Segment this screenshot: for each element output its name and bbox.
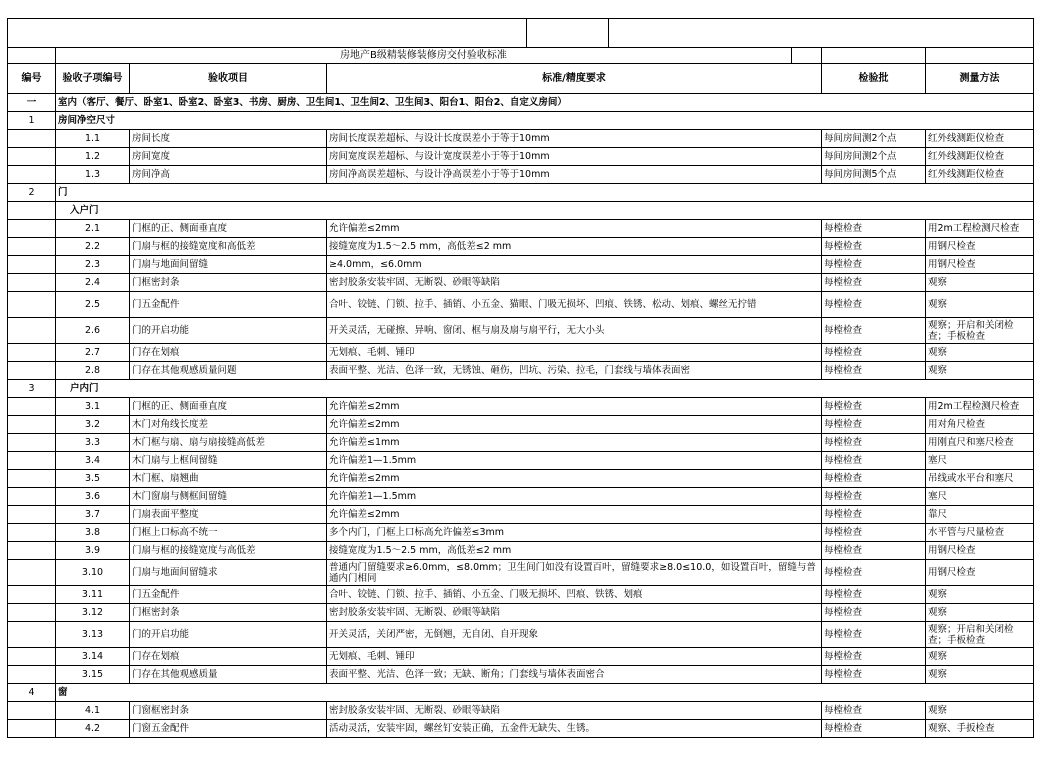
check-item: 门的开启功能 [130, 622, 327, 648]
group-row [8, 184, 1034, 202]
check-item: 门的开启功能 [130, 318, 327, 344]
measure-method: 观察 [926, 344, 1034, 362]
measure-method: 用钢尺检查 [926, 542, 1034, 560]
measure-method: 观察、手扳检查 [926, 720, 1034, 738]
header-batch: 检验批 [822, 64, 926, 94]
standard-text: 合叶、铰链、门锁、拉手、插销、小五金、门吸无损坏、凹痕、铁锈、划痕 [327, 586, 822, 604]
sub-item-no: 3.13 [56, 622, 130, 648]
sub-item-no: 2.7 [56, 344, 130, 362]
table-row [8, 648, 1034, 666]
standard-text: 允许偏差≤2mm [327, 506, 822, 524]
inspection-batch: 每樘检查 [822, 220, 926, 238]
header-row [8, 64, 1034, 94]
group-label: 门 [56, 184, 1034, 202]
standard-text: 允许偏差≤2mm [327, 416, 822, 434]
measure-method: 吊线或水平台和塞尺 [926, 470, 1034, 488]
subgroup-row [8, 202, 1034, 220]
standard-text: 开关灵活，关闭严密，无倒翘，无自闭、自开现象 [327, 622, 822, 648]
check-item: 门窗框密封条 [130, 702, 327, 720]
measure-method: 观察 [926, 586, 1034, 604]
blank-cell [822, 48, 926, 64]
standard-text: 允许偏差≤2mm [327, 398, 822, 416]
sub-item-no: 2.4 [56, 274, 130, 292]
standard-text: 允许偏差≤2mm [327, 220, 822, 238]
inspection-batch: 每樘检查 [822, 560, 926, 586]
blank-cell [926, 48, 1034, 64]
table-row [8, 604, 1034, 622]
inspection-batch: 每樘检查 [822, 416, 926, 434]
blank-cell [8, 560, 56, 586]
check-item: 门存在划痕 [130, 648, 327, 666]
standard-text: 合叶、铰链、门锁、拉手、插销、小五金、猫眼、门吸无损坏、凹痕、铁锈、松动、划痕、螺丝无拧错 [327, 292, 822, 318]
check-item: 门框密封条 [130, 604, 327, 622]
measure-method: 观察 [926, 604, 1034, 622]
standard-text: 表面平整、光洁、色泽一致，无锈蚀、砸伤，凹坑、污染、拉毛，门套线与墙体表面密 [327, 362, 822, 380]
measure-method: 塞尺 [926, 488, 1034, 506]
standard-text: 房间长度误差超标、与设计长度误差小于等于10mm [327, 130, 822, 148]
measure-method: 观察 [926, 702, 1034, 720]
table-row [8, 398, 1034, 416]
table-row [8, 238, 1034, 256]
sub-item-no: 3.2 [56, 416, 130, 434]
blank-cell [8, 702, 56, 720]
blank-cell [8, 586, 56, 604]
sub-item-no: 3.15 [56, 666, 130, 684]
sub-item-no: 4.1 [56, 702, 130, 720]
measure-method: 红外线测距仪检查 [926, 130, 1034, 148]
blank-cell [609, 19, 1034, 48]
measure-method: 红外线测距仪检查 [926, 166, 1034, 184]
inspection-batch: 每樘检查 [822, 274, 926, 292]
measure-method: 靠尺 [926, 506, 1034, 524]
sub-item-no: 3.5 [56, 470, 130, 488]
sub-item-no: 3.4 [56, 452, 130, 470]
header-item: 验收项目 [130, 64, 327, 94]
table-row [8, 488, 1034, 506]
inspection-batch: 每樘检查 [822, 238, 926, 256]
sub-item-no: 3.1 [56, 398, 130, 416]
table-row [8, 720, 1034, 738]
measure-method: 水平管与尺量检查 [926, 524, 1034, 542]
measure-method: 用刚直尺和塞尺检查 [926, 434, 1034, 452]
inspection-batch: 每樘检查 [822, 622, 926, 648]
measure-method: 用钢尺检查 [926, 560, 1034, 586]
check-item: 木门框与扇、扇与扇接缝高低差 [130, 434, 327, 452]
table-row [8, 274, 1034, 292]
check-item: 门存在其他观感质量 [130, 666, 327, 684]
table-row [8, 524, 1034, 542]
standard-text: 无划痕、毛刺、锤印 [327, 648, 822, 666]
inspection-batch: 每樘检查 [822, 362, 926, 380]
measure-method: 用2m工程检测尺检查 [926, 398, 1034, 416]
check-item: 门框上口标高不统一 [130, 524, 327, 542]
inspection-batch: 每樘检查 [822, 318, 926, 344]
table-row [8, 702, 1034, 720]
blank-cell [8, 130, 56, 148]
check-item: 门框的正、侧面垂直度 [130, 398, 327, 416]
table-row [8, 434, 1034, 452]
blank-cell [8, 666, 56, 684]
table-row [8, 586, 1034, 604]
acceptance-sheet [7, 18, 1033, 738]
blank-cell [8, 648, 56, 666]
blank-cell [8, 720, 56, 738]
group-no: 3 [8, 380, 56, 398]
inspection-batch: 每樘检查 [822, 470, 926, 488]
group-no: 1 [8, 112, 56, 130]
inspection-batch: 每樘检查 [822, 398, 926, 416]
standard-text: 接缝宽度为1.5～2.5 mm，高低差≤2 mm [327, 542, 822, 560]
sub-item-no: 3.7 [56, 506, 130, 524]
group-row [8, 380, 1034, 398]
blank-cell [8, 274, 56, 292]
inspection-batch: 每樘检查 [822, 586, 926, 604]
measure-method: 用钢尺检查 [926, 238, 1034, 256]
table-row [8, 506, 1034, 524]
check-item: 房间净高 [130, 166, 327, 184]
table-row [8, 318, 1034, 344]
table-row [8, 256, 1034, 274]
standard-text: 密封胶条安装牢固、无断裂、砂眼等缺陷 [327, 702, 822, 720]
standard-text: 开关灵活，无碰擦、异响、窗闭、框与扇及扇与扇平行，无大小头 [327, 318, 822, 344]
check-item: 房间宽度 [130, 148, 327, 166]
measure-method: 红外线测距仪检查 [926, 148, 1034, 166]
standard-text: 接缝宽度为1.5～2.5 mm，高低差≤2 mm [327, 238, 822, 256]
blank-cell [8, 344, 56, 362]
check-item: 门存在其他观感质量问题 [130, 362, 327, 380]
blank-cell [8, 416, 56, 434]
check-item: 木门框、扇翘曲 [130, 470, 327, 488]
title-row [8, 48, 1034, 64]
acceptance-table [7, 18, 1034, 738]
header-standard: 标准/精度要求 [327, 64, 822, 94]
check-item: 木门窗扇与侧框间留缝 [130, 488, 327, 506]
sub-item-no: 2.8 [56, 362, 130, 380]
sub-item-no: 3.6 [56, 488, 130, 506]
measure-method: 观察 [926, 274, 1034, 292]
check-item: 门五金配件 [130, 586, 327, 604]
section-label: 室内（客厅、餐厅、卧室1、卧室2、卧室3、书房、厨房、卫生间1、卫生间2、卫生间3、阳台1、阳台2、自定义房间） [56, 94, 1034, 112]
inspection-batch: 每间房间测2个点 [822, 130, 926, 148]
blank-cell [8, 256, 56, 274]
measure-method: 观察；开启和关闭检查；手板检查 [926, 622, 1034, 648]
document-title: 房地产B级精装修装修房交付验收标准 [56, 48, 792, 64]
group-label: 窗 [56, 684, 1034, 702]
group-label: 户内门 [56, 380, 1034, 398]
blank-cell [8, 220, 56, 238]
table-row [8, 622, 1034, 648]
standard-text: 房间宽度误差超标、与设计宽度误差小于等于10mm [327, 148, 822, 166]
blank-cell [792, 48, 822, 64]
sub-item-no: 2.5 [56, 292, 130, 318]
inspection-batch: 每樘检查 [822, 292, 926, 318]
measure-method: 观察 [926, 362, 1034, 380]
sub-item-no: 2.2 [56, 238, 130, 256]
sub-item-no: 3.10 [56, 560, 130, 586]
inspection-batch: 每樘检查 [822, 542, 926, 560]
check-item: 房间长度 [130, 130, 327, 148]
section-no: 一 [8, 94, 56, 112]
blank-cell [8, 622, 56, 648]
sub-item-no: 1.1 [56, 130, 130, 148]
blank-cell [8, 524, 56, 542]
table-row [8, 666, 1034, 684]
check-item: 门扇与地面间留缝求 [130, 560, 327, 586]
check-item: 门扇表面平整度 [130, 506, 327, 524]
subgroup-label: 入户门 [56, 202, 1034, 220]
blank-cell [8, 434, 56, 452]
blank-cell [8, 318, 56, 344]
inspection-batch: 每樘检查 [822, 648, 926, 666]
blank-cell [8, 148, 56, 166]
blank-cell [8, 398, 56, 416]
standard-text: ≥4.0mm，≤6.0mm [327, 256, 822, 274]
top-blank-row [8, 19, 1034, 48]
standard-text: 活动灵活，安装牢固，螺丝钉安装正确，五金件无缺失、生锈。 [327, 720, 822, 738]
table-row [8, 542, 1034, 560]
sub-item-no: 3.9 [56, 542, 130, 560]
blank-cell [527, 19, 609, 48]
standard-text: 允许偏差≤1mm [327, 434, 822, 452]
check-item: 木门扇与上框间留缝 [130, 452, 327, 470]
inspection-batch: 每间房间测2个点 [822, 148, 926, 166]
table-row [8, 344, 1034, 362]
group-no: 2 [8, 184, 56, 202]
sub-item-no: 2.6 [56, 318, 130, 344]
sub-item-no: 3.3 [56, 434, 130, 452]
check-item: 门框密封条 [130, 274, 327, 292]
blank-cell [8, 166, 56, 184]
measure-method: 观察；开启和关闭检查；手板检查 [926, 318, 1034, 344]
group-label: 房间净空尺寸 [56, 112, 1034, 130]
table-row [8, 362, 1034, 380]
check-item: 门框的正、侧面垂直度 [130, 220, 327, 238]
table-row [8, 470, 1034, 488]
blank-cell [8, 470, 56, 488]
table-row [8, 148, 1034, 166]
blank-cell [8, 202, 56, 220]
inspection-batch: 每樘检查 [822, 256, 926, 274]
check-item: 木门对角线长度差 [130, 416, 327, 434]
table-row [8, 220, 1034, 238]
inspection-batch: 每樘检查 [822, 344, 926, 362]
blank-cell [8, 506, 56, 524]
check-item: 门五金配件 [130, 292, 327, 318]
header-no: 编号 [8, 64, 56, 94]
check-item: 门扇与地面间留缝 [130, 256, 327, 274]
sub-item-no: 1.3 [56, 166, 130, 184]
table-row [8, 416, 1034, 434]
inspection-batch: 每樘检查 [822, 452, 926, 470]
blank-cell [8, 292, 56, 318]
table-row [8, 292, 1034, 318]
inspection-batch: 每樘检查 [822, 524, 926, 542]
sub-item-no: 3.11 [56, 586, 130, 604]
sub-item-no: 2.3 [56, 256, 130, 274]
check-item: 门扇与框的接缝宽度与高低差 [130, 542, 327, 560]
sub-item-no: 3.8 [56, 524, 130, 542]
check-item: 门扇与框的接缝宽度和高低差 [130, 238, 327, 256]
inspection-batch: 每樘检查 [822, 604, 926, 622]
group-row [8, 112, 1034, 130]
inspection-batch: 每樘检查 [822, 666, 926, 684]
group-no: 4 [8, 684, 56, 702]
sub-item-no: 1.2 [56, 148, 130, 166]
header-method: 测量方法 [926, 64, 1034, 94]
blank-cell [8, 362, 56, 380]
blank-cell [8, 452, 56, 470]
header-sub-no: 验收子项编号 [56, 64, 130, 94]
blank-cell [8, 488, 56, 506]
inspection-batch: 每樘检查 [822, 488, 926, 506]
measure-method: 观察 [926, 648, 1034, 666]
blank-cell [8, 19, 527, 48]
check-item: 门窗五金配件 [130, 720, 327, 738]
table-row [8, 166, 1034, 184]
inspection-batch: 每间房间测5个点 [822, 166, 926, 184]
sub-item-no: 2.1 [56, 220, 130, 238]
blank-cell [8, 238, 56, 256]
inspection-batch: 每樘检查 [822, 720, 926, 738]
standard-text: 房间净高误差超标、与设计净高误差小于等于10mm [327, 166, 822, 184]
blank-cell [8, 48, 56, 64]
blank-cell [8, 542, 56, 560]
measure-method: 用对角尺检查 [926, 416, 1034, 434]
inspection-batch: 每樘检查 [822, 434, 926, 452]
blank-cell [8, 604, 56, 622]
table-row [8, 452, 1034, 470]
measure-method: 观察 [926, 292, 1034, 318]
measure-method: 用钢尺检查 [926, 256, 1034, 274]
check-item: 门存在划痕 [130, 344, 327, 362]
standard-text: 表面平整、光洁、色泽一致；无缺、断角；门套线与墙体表面密合 [327, 666, 822, 684]
standard-text: 密封胶条安装牢固、无断裂、砂眼等缺陷 [327, 274, 822, 292]
inspection-batch: 每樘检查 [822, 506, 926, 524]
standard-text: 允许偏差1—1.5mm [327, 452, 822, 470]
sub-item-no: 4.2 [56, 720, 130, 738]
table-row [8, 560, 1034, 586]
standard-text: 普通内门留缝要求≥6.0mm，≤8.0mm；卫生间门如没有设置百叶，留缝要求≥8.0≤10.0，如设置百叶，留缝与普通内门相同 [327, 560, 822, 586]
measure-method: 塞尺 [926, 452, 1034, 470]
table-row [8, 130, 1034, 148]
measure-method: 观察 [926, 666, 1034, 684]
inspection-batch: 每樘检查 [822, 702, 926, 720]
sub-item-no: 3.12 [56, 604, 130, 622]
standard-text: 多个内门，门框上口标高允许偏差≤3mm [327, 524, 822, 542]
group-row [8, 684, 1034, 702]
standard-text: 无划痕、毛刺、锤印 [327, 344, 822, 362]
standard-text: 允许偏差1—1.5mm [327, 488, 822, 506]
measure-method: 用2m工程检测尺检查 [926, 220, 1034, 238]
standard-text: 允许偏差≤2mm [327, 470, 822, 488]
sub-item-no: 3.14 [56, 648, 130, 666]
section-row [8, 94, 1034, 112]
standard-text: 密封胶条安装牢固、无断裂、砂眼等缺陷 [327, 604, 822, 622]
